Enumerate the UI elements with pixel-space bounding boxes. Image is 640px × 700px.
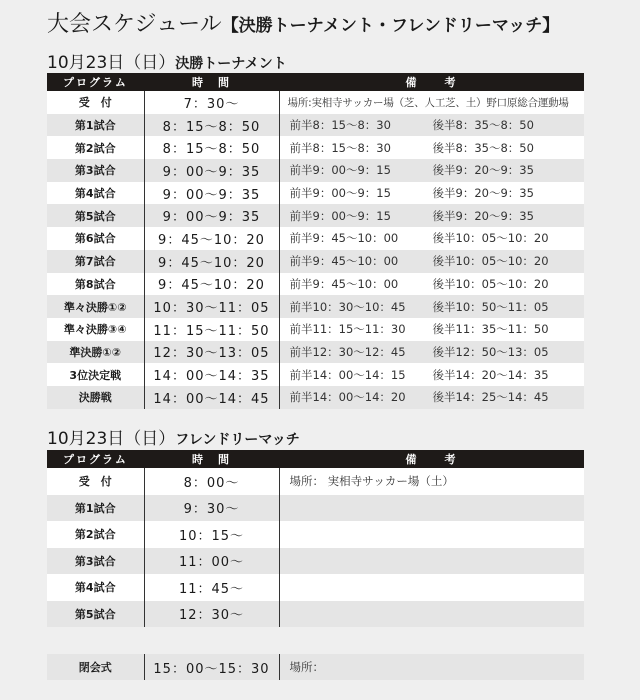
- first-half: 前半14：00〜14：15: [289, 367, 406, 382]
- table-row: [47, 574, 584, 601]
- friendly-date: 10月23日（日）: [47, 429, 176, 449]
- time-cell: 9：45〜10：20: [144, 250, 279, 273]
- time-cell: 12：30〜13：05: [144, 341, 279, 364]
- table-row: [47, 295, 584, 318]
- page-title: [47, 10, 559, 41]
- second-half: 後半9：20〜9：35: [432, 208, 534, 223]
- table-row: [47, 521, 584, 548]
- time-cell: 15：00〜15：30: [144, 654, 279, 680]
- note-cell: [279, 204, 584, 227]
- second-half: 後半10：05〜10：20: [432, 231, 549, 246]
- table-row: [47, 114, 584, 137]
- table-row: [47, 363, 584, 386]
- program-cell: 準々決勝①②: [47, 295, 144, 318]
- note-cell: [279, 363, 584, 386]
- spacer-row: [47, 627, 584, 654]
- second-half: 後半10：05〜10：20: [432, 254, 549, 269]
- first-half: 前半8：15〜8：30: [289, 118, 391, 133]
- second-half: 後半9：20〜9：35: [432, 186, 534, 201]
- program-cell: 受 付: [47, 468, 144, 495]
- note-cell: [279, 159, 584, 182]
- time-cell: 12：30〜: [144, 601, 279, 628]
- table-row: [47, 548, 584, 575]
- first-half: 前半9：45〜10：00: [289, 254, 399, 269]
- second-half: 後半8：35〜8：50: [432, 140, 534, 155]
- program-cell: 第3試合: [47, 159, 144, 182]
- program-cell: 第5試合: [47, 204, 144, 227]
- first-half: 前半14：00〜14：20: [289, 390, 406, 405]
- first-half: 前半11：15〜11：30: [289, 322, 406, 337]
- time-cell: 9：00〜9：35: [144, 159, 279, 182]
- program-cell: 第1試合: [47, 495, 144, 522]
- first-half: 前半9：00〜9：15: [289, 208, 391, 223]
- time-cell: 8：00〜: [144, 468, 279, 495]
- note-cell: [279, 273, 584, 296]
- title-sub: 【決勝トーナメント・フレンドリーマッチ】: [221, 16, 560, 36]
- table-row: [47, 273, 584, 296]
- first-half: 前半12：30〜12：45: [289, 344, 406, 359]
- friendly-heading: [47, 424, 300, 449]
- note-cell: [279, 601, 584, 628]
- header-time: 時 間: [144, 73, 279, 91]
- table-row: [47, 204, 584, 227]
- second-half: 後半9：20〜9：35: [432, 163, 534, 178]
- note-cell: [279, 521, 584, 548]
- note-cell: 場所:実相寺サッカー場（芝、人工芝、土）野口原総合運動場: [279, 91, 584, 114]
- table-row: [47, 341, 584, 364]
- first-half: 前半9：45〜10：00: [289, 231, 399, 246]
- time-cell: 9：00〜9：35: [144, 204, 279, 227]
- note-cell: [279, 548, 584, 575]
- table-row: [47, 495, 584, 522]
- friendly-name: フレンドリーマッチ: [175, 432, 300, 448]
- time-cell: 7：30〜: [144, 91, 279, 114]
- table-row: [47, 468, 584, 495]
- table-row: [47, 386, 584, 409]
- table-row: [47, 318, 584, 341]
- table-row: [47, 601, 584, 628]
- table-row: [47, 250, 584, 273]
- second-half: 後半12：50〜13：05: [432, 344, 549, 359]
- program-cell: 第7試合: [47, 250, 144, 273]
- time-cell: 11：45〜: [144, 574, 279, 601]
- title-main: 大会スケジュール: [47, 12, 222, 37]
- program-cell: 第2試合: [47, 521, 144, 548]
- program-cell: 準決勝①②: [47, 341, 144, 364]
- time-cell: 8：15〜8：50: [144, 114, 279, 137]
- note-cell: [279, 250, 584, 273]
- note-cell: [279, 495, 584, 522]
- program-cell: 3位決定戦: [47, 363, 144, 386]
- time-cell: 10：15〜: [144, 521, 279, 548]
- time-cell: 9：45〜10：20: [144, 227, 279, 250]
- time-cell: 9：45〜10：20: [144, 273, 279, 296]
- second-half: 後半8：35〜8：50: [432, 118, 534, 133]
- time-cell: 11：15〜11：50: [144, 318, 279, 341]
- note-cell: [279, 182, 584, 205]
- program-cell: 第1試合: [47, 114, 144, 137]
- time-cell: 14：00〜14：45: [144, 386, 279, 409]
- program-cell: 第8試合: [47, 273, 144, 296]
- first-half: 前半9：45〜10：00: [289, 276, 399, 291]
- note-cell: [279, 386, 584, 409]
- table-row: [47, 182, 584, 205]
- tournament-name: 決勝トーナメント: [175, 56, 287, 72]
- header-notes: 備 考: [279, 73, 584, 91]
- time-cell: 14：00〜14：35: [144, 363, 279, 386]
- program-cell: 準々決勝③④: [47, 318, 144, 341]
- table-row: [47, 159, 584, 182]
- note-cell: [279, 295, 584, 318]
- time-cell: 9：30〜: [144, 495, 279, 522]
- program-cell: 第6試合: [47, 227, 144, 250]
- tournament-date: 10月23日（日）: [47, 53, 176, 73]
- program-cell: 受 付: [47, 91, 144, 114]
- note-cell: [279, 136, 584, 159]
- second-half: 後半10：05〜10：20: [432, 276, 549, 291]
- program-cell: 第5試合: [47, 601, 144, 628]
- time-cell: 10：30〜11：05: [144, 295, 279, 318]
- header-notes: 備 考: [279, 450, 584, 468]
- program-cell: 第4試合: [47, 182, 144, 205]
- friendly-table: [47, 450, 584, 680]
- note-cell: [279, 341, 584, 364]
- second-half: 後半14：25〜14：45: [432, 390, 549, 405]
- program-cell: 決勝戦: [47, 386, 144, 409]
- note-cell: [279, 574, 584, 601]
- time-cell: 8：15〜8：50: [144, 136, 279, 159]
- header-program: プログラム: [47, 450, 144, 468]
- second-half: 後半14：20〜14：35: [432, 367, 549, 382]
- program-cell: 第4試合: [47, 574, 144, 601]
- table-row: [47, 91, 584, 114]
- time-cell: 9：00〜9：35: [144, 182, 279, 205]
- note-cell: [279, 318, 584, 341]
- note-cell: [279, 114, 584, 137]
- first-half: 前半10：30〜10：45: [289, 299, 406, 314]
- note-cell: 場所：: [279, 654, 584, 680]
- program-cell: 第2試合: [47, 136, 144, 159]
- header-time: 時 間: [144, 450, 279, 468]
- first-half: 前半9：00〜9：15: [289, 186, 391, 201]
- note-cell: [279, 227, 584, 250]
- table-row: [47, 227, 584, 250]
- table-row: [47, 136, 584, 159]
- tournament-heading: [47, 48, 287, 73]
- program-cell: 閉会式: [47, 654, 144, 680]
- second-half: 後半11：35〜11：50: [432, 322, 549, 337]
- program-cell: 第3試合: [47, 548, 144, 575]
- second-half: 後半10：50〜11：05: [432, 299, 549, 314]
- closing-row: [47, 654, 584, 680]
- header-program: プログラム: [47, 73, 144, 91]
- first-half: 前半8：15〜8：30: [289, 140, 391, 155]
- first-half: 前半9：00〜9：15: [289, 163, 391, 178]
- note-cell: 場所： 実相寺サッカー場（土）: [279, 468, 584, 495]
- time-cell: 11：00〜: [144, 548, 279, 575]
- tournament-table: [47, 73, 584, 409]
